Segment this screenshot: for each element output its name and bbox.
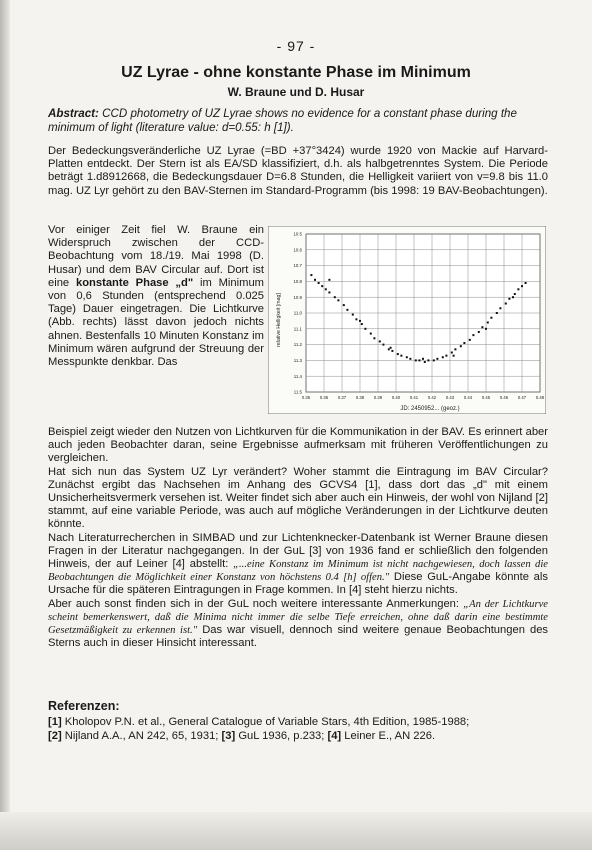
article-title: UZ Lyrae - ohne konstante Phase im Minimum — [121, 64, 471, 81]
abstract — [48, 107, 548, 135]
p4-quote: „An der Lichtkurve scheint bemerkenswert, daß die Minima nicht immer die selbe Tiefe erreichen, ohne daß darin eine bestimmte Gesetzmäßigkeit zu erkennen ist." — [48, 598, 548, 637]
x-tick-label: 0.44 — [463, 395, 473, 400]
data-point — [391, 350, 393, 352]
p3-text-a: Nach Literaturrecherchen in SIMBAD und zur Lichtenknecker-Datenbank ist Werner Braune diesen Fragen in der Literatur nachgegangen. In der GuL [3] von 1936 fand er schließlich den folgenden Hinweis, der auf Leiner [4] abstellt: — [48, 531, 548, 571]
article-authors: W. Braune und D. Husar — [227, 85, 365, 99]
data-point — [382, 344, 384, 346]
ref-num-3: [3] — [221, 730, 236, 742]
body-paragraph-2: Hat sich nun das System UZ Lyr verändert? Woher stammt die Eintragung im BAV Circular? Zunächst ergibt das Nachsehen im Anhang des GCVS4 [1], dass dort das „d" mit einem Unsicherheitsvermerk versehen ist. Weiter findet sich aber auch ein Hinweis, der wohl von Nijland [2] stammt, auf eine variable Periode, was auch auf mögliche Veränderungen in der Lichtkurve deuten könnte. — [48, 465, 548, 531]
left-col-part1: Vor einiger Zeit fiel W. Braune ein Widerspruch zwischen der CCD-Beobachtung vom 18./19. Mai 1998 (D. Husar) und dem BAV Circular auf. Dort ist eine — [48, 224, 264, 289]
data-point — [469, 339, 471, 341]
data-point — [355, 318, 357, 320]
data-point — [517, 288, 519, 290]
data-point — [454, 348, 456, 350]
y-tick-label: 10.5 — [293, 231, 302, 237]
body-paragraph-4 — [48, 598, 548, 651]
y-tick-label: 11.3 — [293, 358, 302, 363]
data-point — [433, 359, 435, 361]
y-tick-label: 11.2 — [293, 342, 302, 348]
data-point — [373, 337, 375, 339]
x-tick-label: 0.42 — [427, 395, 437, 400]
left-column-text — [48, 224, 264, 369]
x-tick-label: 0.35 — [301, 395, 311, 400]
data-point — [490, 317, 492, 319]
x-tick-label: 0.38 — [355, 395, 365, 400]
data-point — [499, 307, 501, 309]
x-tick-label: 0.46 — [499, 395, 509, 400]
page-number: - 97 - — [276, 38, 316, 54]
x-tick-label: 0.48 — [535, 395, 545, 400]
ref-text-3: GuL 1936, p.233; — [235, 730, 328, 742]
data-point — [343, 304, 345, 306]
left-col-part2: im Minimum von 0,6 Stunden (entsprechend 0.025 Tage) Dauer eingetragen. Die Lichtkurve (Abb. rechts) lässt davon jedoch nichts ahnen. Bestenfalls 10 Minuten Konstanz im Minimum wären aufgrund der Streuung der Messpunkte denkbar. Das — [48, 276, 264, 369]
body-paragraph-3 — [48, 532, 548, 598]
page-bottom-shadow — [0, 812, 592, 850]
x-tick-label: 0.36 — [319, 395, 329, 400]
x-tick-label: 0.45 — [481, 395, 491, 400]
y-tick-label: 10.7 — [293, 263, 302, 269]
x-tick-label: 0.39 — [373, 395, 383, 400]
data-point — [314, 279, 316, 281]
data-point — [418, 359, 420, 361]
data-point — [406, 356, 408, 358]
data-point — [352, 314, 354, 316]
p3-text-b: Diese GuL-Angabe könnte als Ursache für die späteren Eintragungen in Frage kommen. In [4] steht hierzu nichts. — [48, 571, 548, 597]
data-point — [442, 356, 444, 358]
p4-text-a: Aber auch sonst finden sich in der GuL noch weitere interessante Anmerkungen: — [48, 597, 464, 610]
data-point — [472, 334, 474, 336]
data-point — [415, 359, 417, 361]
data-point — [436, 358, 438, 360]
data-point — [325, 288, 327, 290]
references — [48, 699, 558, 743]
ref-num-4: [4] — [327, 730, 342, 742]
data-point — [364, 328, 366, 330]
data-point — [397, 353, 399, 355]
p4-text-b: Das war visuell, dennoch sind weitere genaue Beobachtungen des Sterns auch in dieser Hinsicht interessant. — [48, 624, 549, 650]
body-paragraph-1: Beispiel zeigt wieder den Nutzen von Lichtkurven für die Kommunikation in der BAV. Es erinnert aber auch jeden Beobachter daran, seine Ergebnisse aufmerksam mit früheren Veröffentlichungen zu vergleichen. — [48, 426, 548, 465]
x-tick-label: 0.40 — [391, 395, 401, 400]
data-point — [478, 331, 480, 333]
data-point — [505, 303, 507, 305]
data-point — [334, 296, 336, 298]
data-point — [337, 299, 339, 301]
y-tick-label: 11.4 — [293, 373, 302, 379]
data-point — [453, 355, 455, 357]
data-point — [521, 285, 523, 287]
data-point — [379, 340, 381, 342]
x-tick-label: 0.41 — [409, 395, 419, 400]
abstract-label: Abstract: — [48, 107, 99, 120]
y-axis-label: relative Helligkeit [mag] — [276, 293, 282, 347]
y-tick-label: 10.8 — [293, 279, 302, 284]
data-point — [445, 355, 447, 357]
data-point — [390, 347, 392, 349]
data-point — [460, 345, 462, 347]
data-point — [310, 274, 312, 276]
x-tick-label: 0.43 — [445, 395, 455, 400]
x-tick-label: 0.47 — [517, 395, 527, 400]
data-point — [508, 298, 510, 300]
y-tick-label: 11.5 — [293, 389, 302, 395]
data-point — [359, 320, 361, 322]
data-point — [514, 293, 516, 295]
data-point — [424, 361, 426, 363]
ref-text-1: Kholopov P.N. et al., General Catalogue of Variable Stars, 4th Edition, 1985-1988; — [61, 716, 470, 728]
ref-num-1: [1] — [48, 716, 62, 728]
left-col-bold: konstante Phase „d" — [75, 276, 194, 289]
ref-text-4: Leiner E., AN 226. — [341, 730, 436, 742]
ref-text-2: Nijland A.A., AN 242, 65, 1931; — [61, 730, 222, 742]
references-heading: Referenzen: — [48, 699, 120, 713]
p3-quote: „...eine Konstanz im Minimum ist nicht nachgewiesen, doch lassen die Beobachtungen die Möglichkeit einer Konstanz von höchstens 0.4 [h] offen." — [48, 559, 548, 584]
intro-paragraph: Der Bedeckungsveränderliche UZ Lyrae (=BD +37°3424) wurde 1920 von Mackie auf Harvard-Platten entdeckt. Der Stern ist als EA/SD klassifiziert, d.h. als halbgetrenntes System. Die Periode beträgt 1.d8912668, die Bedeckungsdauer D=6.8 Stunden, die Helligkeit variiert von v=9.8 bis 11.0 mag. UZ Lyr gehört zu den BAV-Sternen im Standard-Programm (bis 1998: 19 BAV-Beobachtungen). — [48, 145, 548, 197]
y-tick-label: 11.0 — [293, 310, 302, 316]
data-point — [481, 326, 483, 328]
data-point — [370, 333, 372, 335]
reference-line-2 — [48, 729, 558, 743]
x-axis-label: JD: 2450952... (geoz.) — [400, 406, 460, 412]
data-point — [525, 282, 527, 284]
reference-line-1 — [48, 715, 558, 729]
data-point — [328, 279, 330, 281]
data-point — [346, 309, 348, 311]
data-point — [485, 328, 487, 330]
data-point — [400, 355, 402, 357]
data-point — [512, 296, 514, 298]
data-point — [318, 282, 320, 284]
data-point — [427, 359, 429, 361]
data-point — [388, 348, 390, 350]
data-point — [328, 291, 330, 293]
page-edge-shadow — [0, 0, 10, 850]
abstract-text: CCD photometry of UZ Lyrae shows no evidence for a constant phase during the minimum of light (literature value: d=0.55: h [1]). — [48, 107, 517, 134]
y-tick-label: 10.9 — [293, 294, 302, 300]
data-point — [321, 285, 323, 287]
data-point — [463, 342, 465, 344]
light-curve-svg — [268, 226, 546, 414]
ref-num-2: [2] — [48, 730, 62, 742]
body-text — [48, 426, 548, 650]
light-curve-chart — [268, 226, 546, 414]
y-tick-label: 10.6 — [293, 247, 302, 253]
data-point — [422, 358, 424, 360]
x-tick-label: 0.37 — [337, 395, 347, 400]
y-tick-label: 11.1 — [293, 326, 302, 332]
data-point — [361, 323, 363, 325]
data-point — [496, 312, 498, 314]
data-point — [451, 352, 453, 354]
data-point — [487, 321, 489, 323]
data-point — [409, 358, 411, 360]
